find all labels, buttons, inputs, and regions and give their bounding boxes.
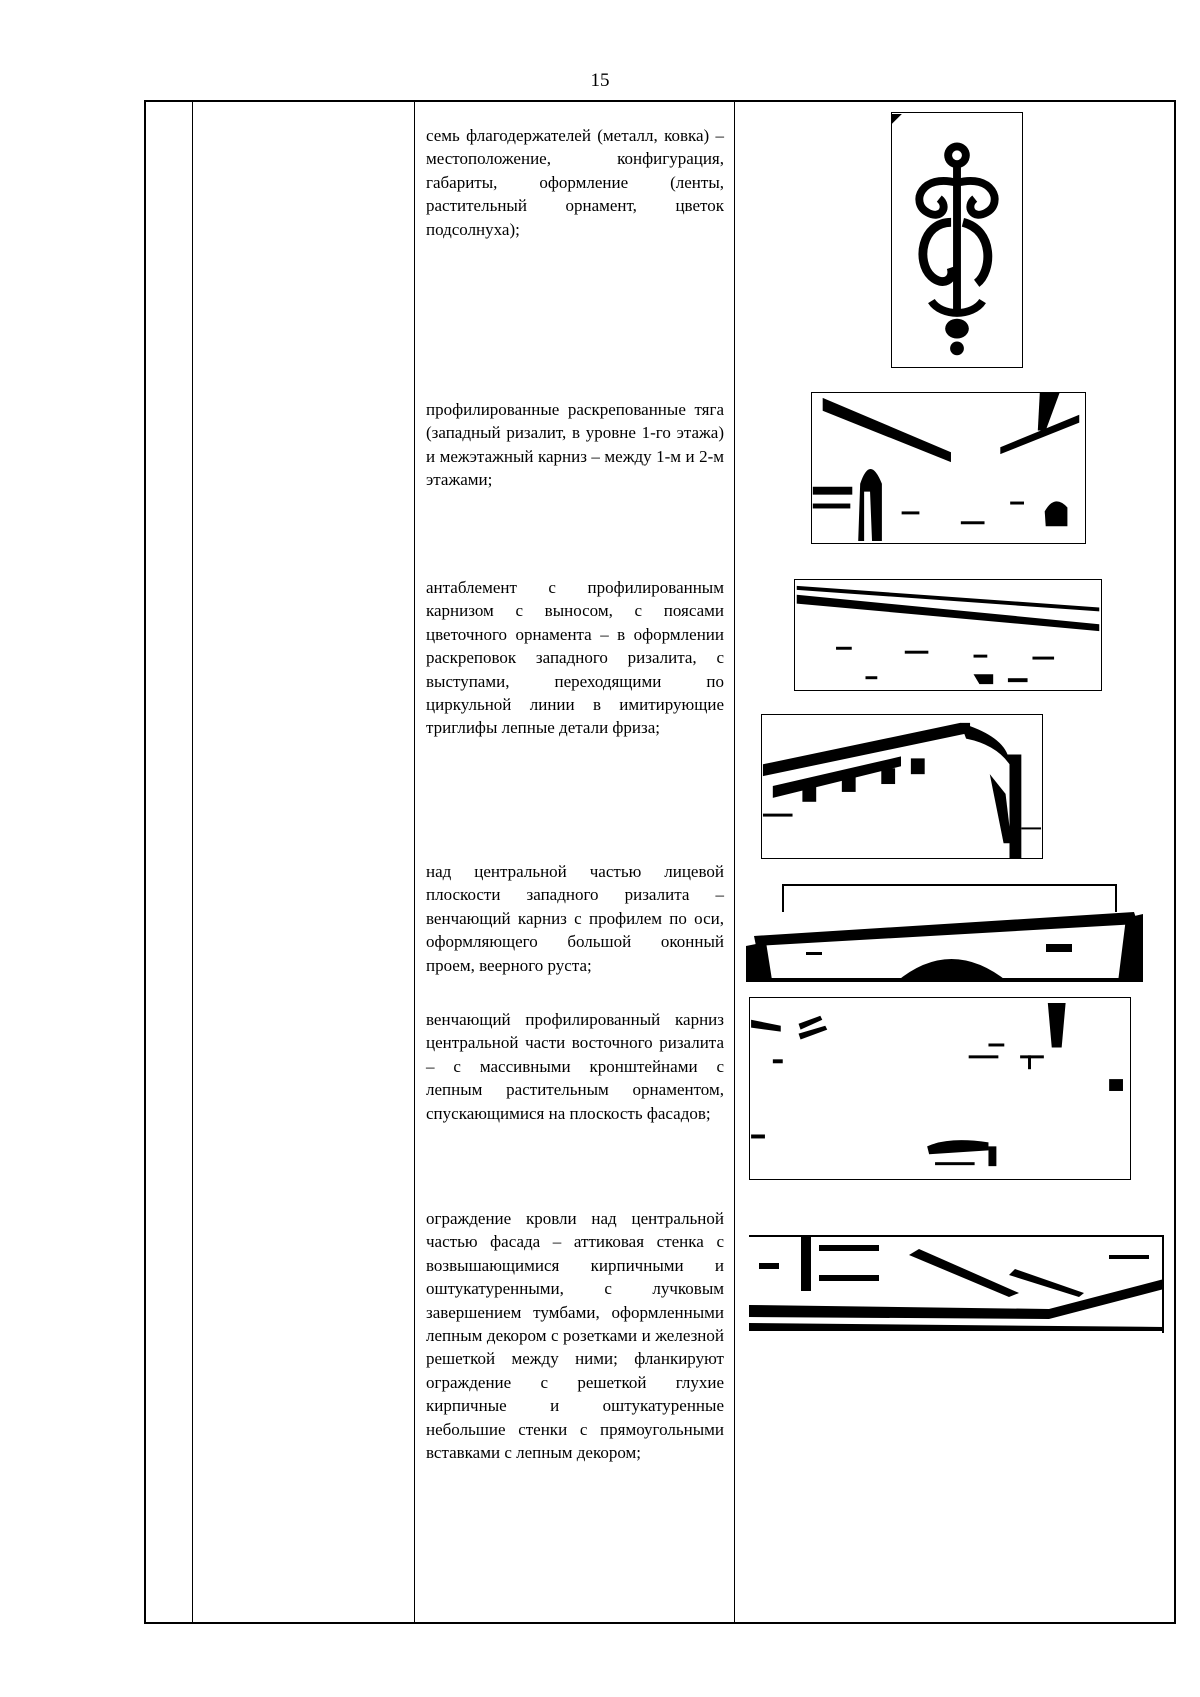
- feature-description: антаблемент с профилированным карнизом с выносом, с поясами цветочного орнамента – в оформлении раскреповок западного ризалита, с выступами, переходящими по циркульной линии в имитирующие триглифы лепные детали фриза;: [426, 578, 724, 738]
- feature-description: венчающий профилированный карниз центральной части восточного ризалита – с массивными кронштейнами с лепным растительным орнаментом, спускающимися на плоскость фасадов;: [426, 1010, 724, 1123]
- flagholder-ornament-drawing: [891, 112, 1023, 368]
- entablature-photo: [794, 579, 1102, 691]
- east-cornice-photo: [749, 997, 1131, 1180]
- column-divider: [734, 102, 735, 1622]
- feature-description: семь флагодержателей (металл, ковка) – местоположение, конфигурация, габариты, оформление (ленты, растительный орнамент, цветок подсолнуха);: [426, 126, 724, 239]
- feature-description: ограждение кровли над центральной частью фасада – аттиковая стенка с возвышающимися кирпичными и оштукатуренными, с лучковым завершением тумбами, оформленными лепным декором с розетками и железной решеткой между ними; фланкируют ограждение с решеткой глухие кирпичные и оштукатуренные небольшие стенки с прямоугольными вставками с лепным декором;: [426, 1209, 724, 1463]
- column-divider: [192, 102, 193, 1622]
- entablature-detail-photo: [761, 714, 1043, 859]
- feature-description: профилированные раскрепованные тяга (западный ризалит, в уровне 1-го этажа) и межэтажный карниз – между 1-м и 2-м этажами;: [426, 400, 724, 490]
- page-number: 15: [590, 70, 610, 91]
- crowning-cornice-photo: [746, 884, 1143, 982]
- monument-features-table: [144, 100, 1176, 1624]
- feature-description: над центральной частью лицевой плоскости западного ризалита – венчающий карниз с профилем по оси, оформляющего большой оконный проем, веерного руста;: [426, 862, 724, 975]
- roof-parapet-photo: [749, 1235, 1164, 1333]
- column-divider: [414, 102, 415, 1622]
- facade-cornice-photo: [811, 392, 1086, 544]
